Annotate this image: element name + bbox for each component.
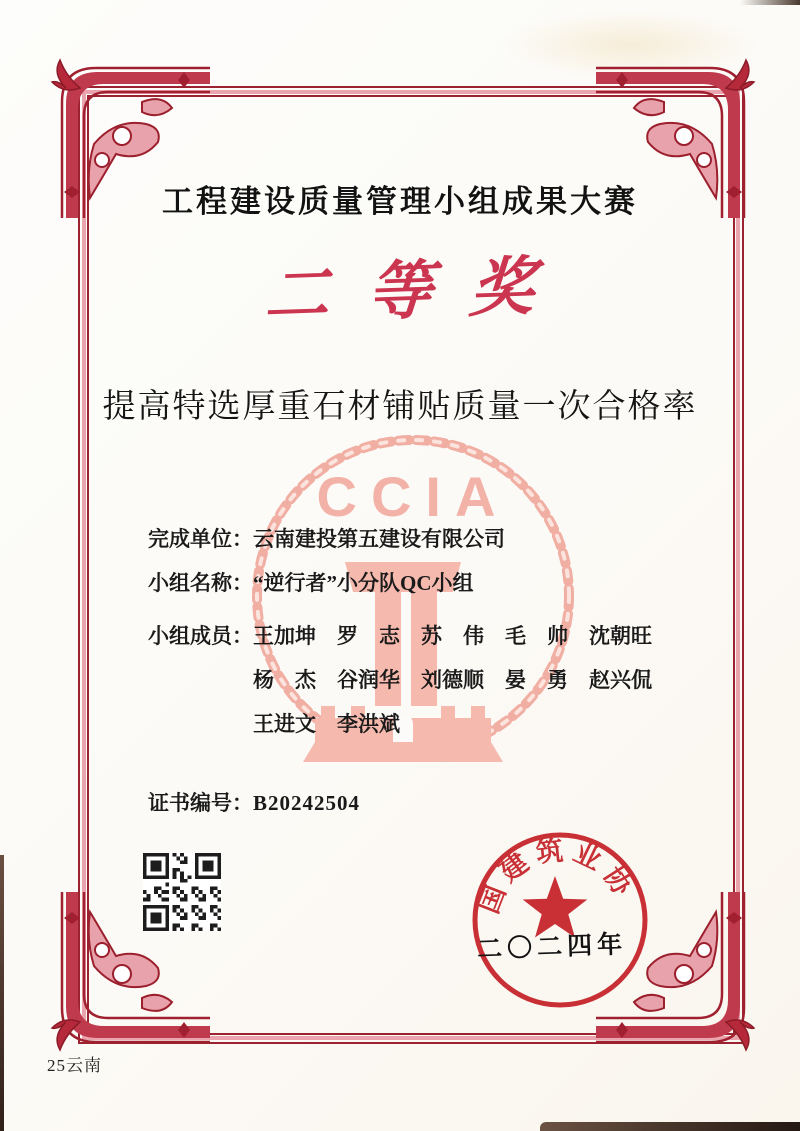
- footer-code: 25云南: [47, 1056, 102, 1075]
- certificate-number-row: [148, 788, 360, 818]
- members-line-2: 杨 杰 谷润华 刘德顺 晏 勇 赵兴侃: [253, 668, 652, 692]
- group-label: 小组名称：: [148, 571, 253, 595]
- project-title: 提高特选厚重石材铺贴质量一次合格率: [102, 389, 698, 425]
- unit-value: 云南建投第五建设有限公司: [253, 527, 505, 551]
- photo-edge: [740, 0, 800, 5]
- members-label: 小组成员：: [148, 624, 253, 648]
- members-list: [253, 614, 652, 746]
- seal-year-text: 二〇二四年: [476, 931, 628, 964]
- group-value: “逆行者”小分队QC小组: [253, 571, 474, 595]
- award-title: 二等奖: [262, 250, 575, 332]
- corner-flourish-icon: [50, 58, 210, 218]
- corner-flourish-icon: [596, 58, 756, 218]
- group-row: [148, 568, 474, 598]
- competition-title: 工程建设质量管理小组成果大赛: [162, 184, 638, 219]
- seal-arc-text: 国建筑业协: [473, 834, 642, 918]
- unit-label: 完成单位：: [148, 527, 253, 551]
- members-row: [148, 614, 652, 746]
- corner-flourish-icon: [50, 892, 210, 1052]
- photo-edge: [540, 1122, 800, 1131]
- watermark-text: CCIA: [316, 465, 510, 528]
- photo-edge: [0, 855, 4, 1131]
- certificate-number-value: B20242504: [253, 791, 361, 815]
- unit-row: [148, 524, 505, 554]
- members-line-1: 王加坤 罗 志 苏 伟 毛 帅 沈朝旺: [253, 624, 652, 648]
- association-seal: [470, 830, 650, 1010]
- certificate-number-label: 证书编号：: [148, 791, 253, 815]
- members-line-3: 王进文 李洪斌: [253, 712, 400, 736]
